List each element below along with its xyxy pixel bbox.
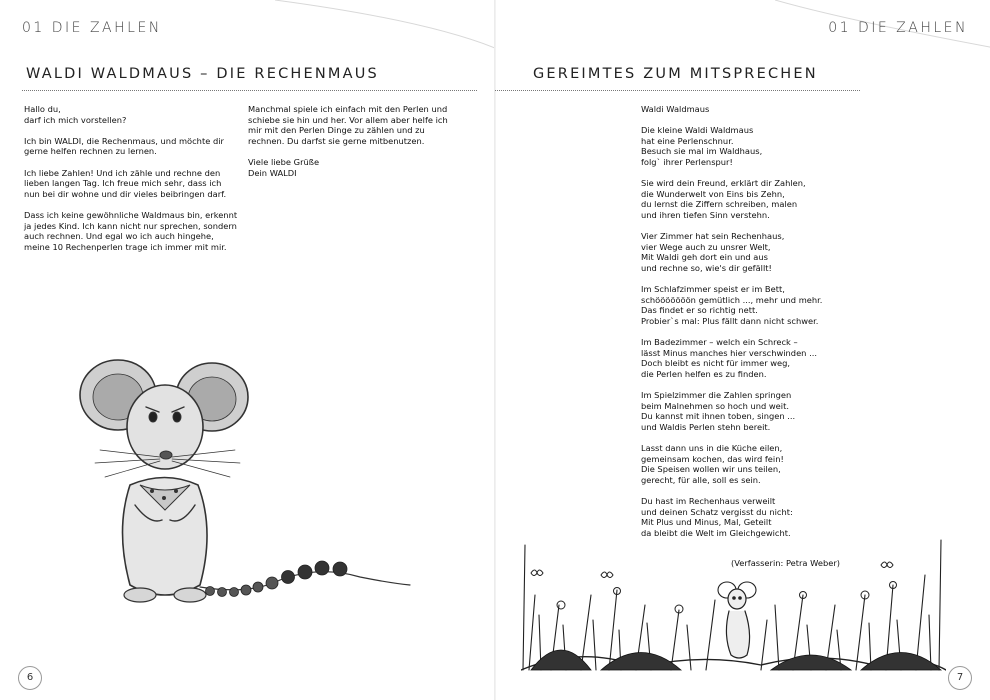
section-title: GEREIMTES ZUM MITSPRECHEN <box>533 66 818 82</box>
title-divider <box>495 90 860 91</box>
paragraph: Hallo du, darf ich mich vorstellen? <box>24 104 127 125</box>
poem-title: Waldi Waldmaus <box>641 104 710 114</box>
right-page <box>495 0 990 700</box>
meadow-with-mouse-sketch-icon <box>521 535 946 675</box>
paragraph: Ich bin WALDI, die Rechenmaus, und möchte dir gerne helfen rechnen zu lernen. <box>24 135 224 157</box>
chapter-header: 01 DIE ZAHLEN <box>828 20 968 36</box>
poem-stanza: Vier Zimmer hat sein Rechenhaus, vier Wege auch zu unsrer Welt, Mit Waldi geh dort ein und aus und rechne so, wie's dir gefällt! <box>641 231 785 273</box>
mouse-with-bead-string-sketch-icon <box>60 355 420 620</box>
section-title: WALDI WALDMAUS – DIE RECHENMAUS <box>26 66 379 82</box>
page-number: 7 <box>948 666 972 690</box>
poem-stanza: Im Spielzimmer die Zahlen springen beim Malnehmen so hoch und weit. Du kannst mit ihnen toben, singen ... und Waldis Perlen stehn bereit. <box>641 390 796 432</box>
paragraph: Ich liebe Zahlen! Und ich zähle und rechne den lieben langen Tag. Ich freue mich sehr, dass ich nun bei dir wohne und dir vieles beibringen darf. <box>24 167 227 199</box>
poem <box>641 104 891 568</box>
corner-arc-decoration-icon <box>275 0 495 50</box>
paragraph: Dass ich keine gewöhnliche Waldmaus bin, erkennt ja jedes Kind. Ich kann nicht nur sprechen, sondern auch rechnen. Und egal wo ich auch hingehe, meine 10 Rechenperlen trage ich immer mit mir. <box>24 209 238 252</box>
poem-stanza: Lasst dann uns in die Küche eilen, gemeinsam kochen, das wird fein! Die Speisen wollen wir uns teilen, gerecht, für alle, soll es sein. <box>641 443 784 485</box>
chapter-header: 01 DIE ZAHLEN <box>22 20 162 36</box>
intro-column-2 <box>248 104 458 189</box>
page-number: 6 <box>18 666 42 690</box>
poem-stanza: Die kleine Waldi Waldmaus hat eine Perlenschnur. Besuch sie mal im Waldhaus, folg` ihrer Perlenspur! <box>641 125 763 167</box>
signature-text: Viele liebe Grüße Dein WALDI <box>248 156 320 178</box>
intro-column-1 <box>24 104 239 263</box>
poem-author: (Verfasserin: Petra Weber) <box>731 558 840 568</box>
paragraph: Manchmal spiele ich einfach mit den Perlen und schiebe sie hin und her. Vor allem aber helfe ich mir mit den Perlen Dinge zu zählen und zu rechnen. Du darfst sie gerne mitbenutzen. <box>248 104 448 146</box>
poem-stanza: Du hast im Rechenhaus verweilt und deinen Schatz vergisst du nicht: Mit Plus und Minus, Mal, Geteilt da bleibt die Welt im Gleichgewicht. <box>641 495 793 538</box>
title-divider <box>22 90 477 91</box>
poem-stanza: Sie wird dein Freund, erklärt dir Zahlen, die Wunderwelt von Eins bis Zehn, du lernst die Ziffern schreiben, malen und ihren tiefen Sinn verstehn. <box>641 178 806 220</box>
poem-stanza: Im Badezimmer – welch ein Schreck – lässt Minus manches hier verschwinden ... Doch bleibt es nicht für immer weg, die Perlen helfen es zu finden. <box>641 337 817 379</box>
poem-stanza: Im Schlafzimmer speist er im Bett, schööööööön gemütlich ..., mehr und mehr. Das findet er so richtig nett. Probier`s mal: Plus fällt dann nicht schwer. <box>641 284 823 326</box>
